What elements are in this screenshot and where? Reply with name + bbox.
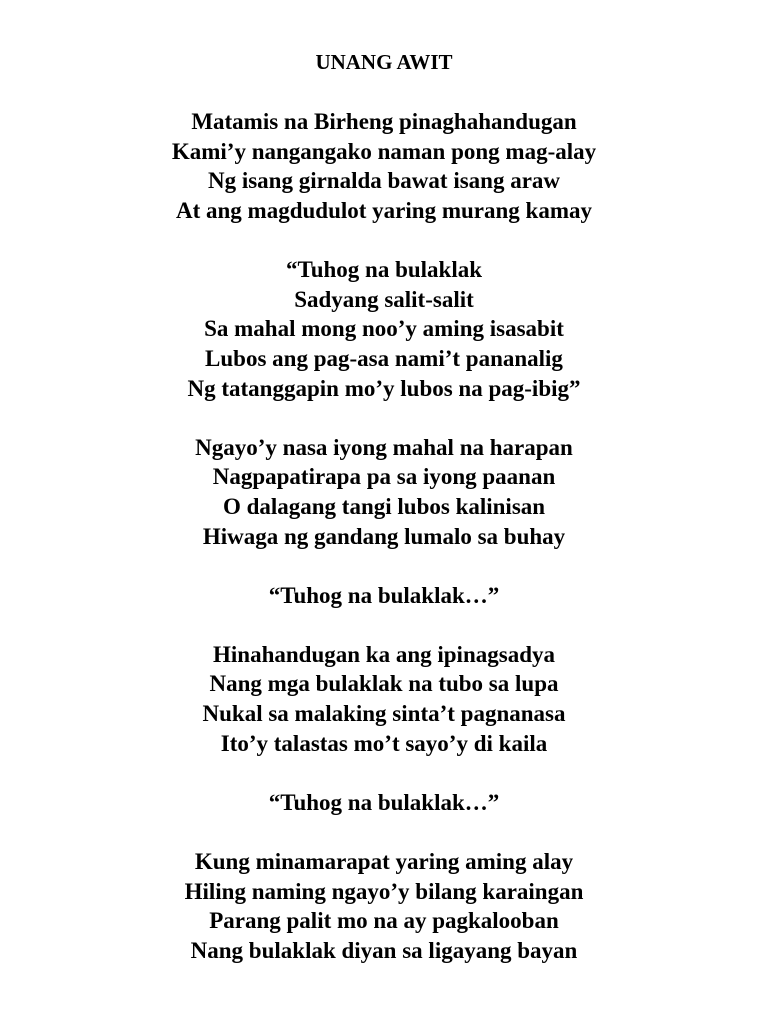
stanza-6-chorus-repeat <box>0 788 768 818</box>
stanza-line: Nukal sa malaking sinta’t pagnanasa <box>202 701 566 727</box>
stanza-line: Ng tatanggapin mo’y lubos na pag-ibig” <box>187 375 581 401</box>
stanza-line: Ito’y talastas mo’t sayo’y di kaila <box>220 730 548 756</box>
page-title: UNANG AWIT <box>315 50 453 74</box>
stanza-line: Hiwaga ng gandang lumalo sa buhay <box>202 523 566 549</box>
stanza-1 <box>0 107 768 225</box>
stanza-line: Hinahandugan ka ang ipinagsadya <box>213 641 555 667</box>
stanza-7 <box>0 847 768 965</box>
stanza-line: Nang bulaklak diyan sa ligayang bayan <box>190 937 578 963</box>
stanza-line: At ang magdudulot yaring murang kamay <box>176 197 592 223</box>
stanza-line: Ngayo’y nasa iyong mahal na harapan <box>195 434 573 460</box>
stanza-line: Ng isang girnalda bawat isang araw <box>207 168 561 194</box>
stanza-3 <box>0 433 768 551</box>
stanza-line: Parang palit mo na ay pagkalooban <box>209 908 559 934</box>
stanza-line: Sa mahal mong noo’y aming isasabit <box>204 316 564 342</box>
stanza-line: “Tuhog na bulaklak <box>285 257 483 283</box>
stanza-2-chorus <box>0 255 768 403</box>
stanza-line: Sadyang salit-salit <box>294 286 474 312</box>
stanza-line: O dalagang tangi lubos kalinisan <box>222 493 546 519</box>
stanza-line: Matamis na Birheng pinaghahandugan <box>191 109 577 135</box>
stanza-line: “Tuhog na bulaklak…” <box>268 582 500 608</box>
stanza-line: “Tuhog na bulaklak…” <box>268 789 500 815</box>
stanza-line: Kung minamarapat yaring aming alay <box>194 849 574 875</box>
stanza-line: Lubos ang pag-asa nami’t pananalig <box>205 345 563 371</box>
stanza-line: Nagpapatirapa pa sa iyong paanan <box>212 464 556 490</box>
stanza-line: Hiling naming ngayo’y bilang karaingan <box>184 878 584 904</box>
stanza-5 <box>0 640 768 758</box>
stanza-line: Nang mga bulaklak na tubo sa lupa <box>209 671 559 697</box>
stanza-4-chorus-repeat <box>0 581 768 611</box>
stanza-line: Kami’y nangangako naman pong mag-alay <box>171 138 597 164</box>
lyrics-page <box>0 48 768 995</box>
